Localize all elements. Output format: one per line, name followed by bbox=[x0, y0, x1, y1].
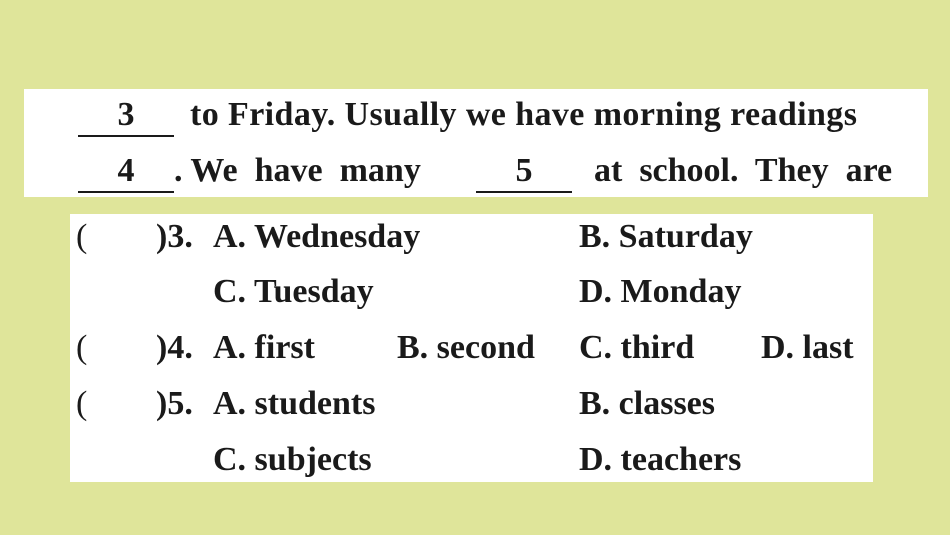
answer-paren-open-4: ( bbox=[76, 329, 88, 366]
answer-paren-open-5: ( bbox=[76, 385, 88, 422]
option-5c: C. subjects bbox=[213, 441, 372, 478]
passage-line-1-text: to Friday. Usually we have morning readings bbox=[190, 96, 858, 133]
option-3c: C. Tuesday bbox=[213, 273, 374, 310]
answer-paren-open-3: ( bbox=[76, 218, 88, 255]
option-5b: B. classes bbox=[579, 385, 715, 422]
option-5a: A. students bbox=[213, 385, 376, 422]
option-3d: D. Monday bbox=[579, 273, 742, 310]
option-4b: B. second bbox=[397, 329, 535, 366]
answer-blank-4: 4 bbox=[78, 151, 174, 193]
question-number-3: )3. bbox=[156, 218, 193, 255]
option-4c: C. third bbox=[579, 329, 695, 366]
option-4a: A. first bbox=[213, 329, 315, 366]
passage-excerpt bbox=[24, 89, 928, 197]
answer-blank-5: 5 bbox=[476, 151, 572, 193]
question-number-4: )4. bbox=[156, 329, 193, 366]
answer-blank-3: 3 bbox=[78, 95, 174, 137]
passage-line-2-text-a: . We have many bbox=[174, 152, 421, 189]
multiple-choice-panel bbox=[70, 214, 873, 482]
option-4d: D. last bbox=[761, 329, 854, 366]
option-5d: D. teachers bbox=[579, 441, 742, 478]
passage-line-2-text-b: at school. They are bbox=[594, 152, 893, 189]
question-number-5: )5. bbox=[156, 385, 193, 422]
option-3b: B. Saturday bbox=[579, 218, 753, 255]
option-3a: A. Wednesday bbox=[213, 218, 421, 255]
